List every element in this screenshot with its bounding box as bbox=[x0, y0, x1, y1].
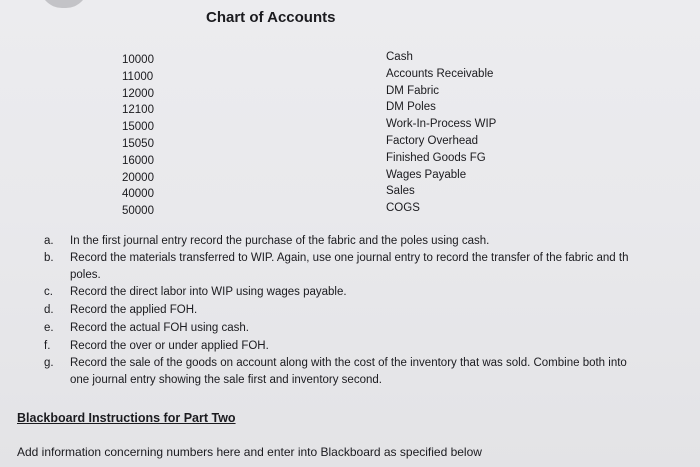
task-text: Record the materials transferred to WIP. Again, use one journal entry to record the transfer of the fabric and th bbox=[70, 251, 629, 264]
task-item bbox=[44, 303, 700, 321]
task-item bbox=[44, 285, 700, 303]
task-text: Record the over or under applied FOH. bbox=[70, 339, 269, 352]
account-code: 10000 bbox=[122, 54, 154, 66]
task-item bbox=[44, 339, 700, 356]
account-code: 15000 bbox=[122, 121, 154, 134]
task-letter: d. bbox=[44, 303, 54, 316]
task-text: Record the direct labor into WIP using wages payable. bbox=[70, 285, 347, 298]
account-name: Accounts Receivable bbox=[386, 67, 494, 80]
account-code: 15050 bbox=[122, 137, 154, 150]
section-title: Blackboard Instructions for Part Two bbox=[17, 411, 236, 425]
task-text: Record the applied FOH. bbox=[70, 303, 198, 316]
account-names-column bbox=[386, 49, 496, 217]
instructions-text: Add information concerning numbers here and enter into Blackboard as specified below bbox=[17, 445, 482, 459]
account-code: 11000 bbox=[122, 70, 154, 83]
task-text-continued: one journal entry showing the sale first and inventory second. bbox=[70, 373, 382, 386]
account-name: Wages Payable bbox=[386, 168, 467, 181]
task-letter: a. bbox=[44, 235, 54, 247]
account-code: 40000 bbox=[122, 188, 154, 201]
task-list bbox=[44, 234, 700, 390]
account-name: Sales bbox=[386, 185, 415, 198]
task-item bbox=[44, 251, 700, 285]
account-name: COGS bbox=[386, 202, 420, 215]
account-name: DM Poles bbox=[386, 101, 436, 114]
account-name: DM Fabric bbox=[386, 84, 440, 97]
account-codes-column bbox=[122, 52, 154, 220]
task-letter: g. bbox=[44, 356, 54, 369]
seal-icon bbox=[40, 0, 88, 8]
account-name: Cash bbox=[386, 51, 413, 63]
task-text: In the first journal entry record the purchase of the fabric and the poles using cash. bbox=[70, 235, 490, 247]
account-name: Finished Goods FG bbox=[386, 151, 486, 164]
task-letter: f. bbox=[44, 339, 51, 352]
account-name: Factory Overhead bbox=[386, 134, 479, 147]
task-text: Record the sale of the goods on account along with the cost of the inventory that was sold. Combine both into bbox=[70, 356, 627, 369]
account-code: 12000 bbox=[122, 87, 154, 100]
task-item bbox=[44, 356, 700, 390]
account-code: 20000 bbox=[122, 171, 154, 184]
task-item bbox=[44, 321, 700, 339]
task-letter: b. bbox=[44, 251, 54, 264]
account-name: Work-In-Process WIP bbox=[386, 118, 497, 131]
account-code: 50000 bbox=[122, 205, 154, 218]
account-code: 16000 bbox=[122, 154, 154, 167]
task-text-continued: poles. bbox=[70, 268, 101, 281]
account-code: 12100 bbox=[122, 104, 154, 117]
task-letter: e. bbox=[44, 321, 54, 334]
task-item bbox=[44, 234, 700, 251]
task-text: Record the actual FOH using cash. bbox=[70, 321, 249, 334]
task-letter: c. bbox=[44, 285, 53, 298]
page-title: Chart of Accounts bbox=[206, 9, 336, 26]
